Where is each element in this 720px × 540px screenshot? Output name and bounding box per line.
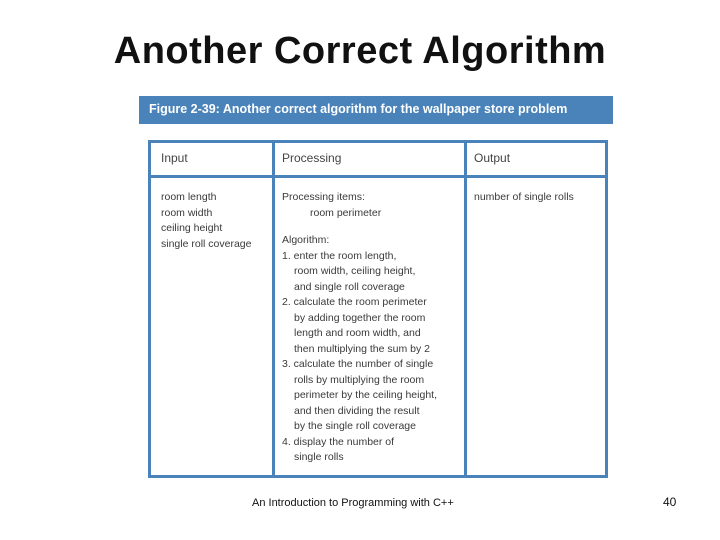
slide-footer: An Introduction to Programming with C++ [252, 497, 454, 509]
input-item: room length [161, 191, 217, 203]
processing-column [282, 190, 437, 466]
processing-item: room perimeter [310, 206, 382, 219]
input-item: single roll coverage [161, 237, 252, 250]
slide-title: Another Correct Algorithm [113, 30, 607, 72]
algorithm-step: room width, ceiling height, [294, 265, 416, 277]
page-number: 40 [663, 495, 677, 509]
header-divider [151, 175, 605, 178]
algorithm-step: perimeter by the ceiling height, [294, 389, 437, 401]
algorithm-step: and single roll coverage [294, 280, 405, 293]
algorithm-step: single rolls [294, 451, 344, 463]
algorithm-step: 4. display the number of [282, 435, 395, 448]
algorithm-step: and then dividing the result [294, 404, 420, 417]
processing-items-label: Processing items: [282, 191, 365, 203]
processing-header: Processing [282, 151, 342, 165]
ipo-table [148, 140, 608, 478]
algorithm-step: 3. calculate the number of single [282, 358, 434, 370]
algorithm-step: 2. calculate the room perimeter [282, 296, 427, 308]
algorithm-step: by adding together the room [294, 311, 426, 324]
output-item: number of single rolls [474, 191, 574, 203]
figure-caption: Figure 2-39: Another correct algorithm for the wallpaper store problem [149, 102, 568, 116]
figure-2-39 [139, 96, 613, 481]
spacer [282, 221, 437, 233]
input-column [161, 190, 251, 252]
input-item: ceiling height [161, 222, 223, 234]
column-divider-1 [272, 143, 275, 475]
algorithm-step: rolls by multiplying the room [294, 373, 425, 386]
algorithm-step: length and room width, and [294, 327, 421, 339]
output-header: Output [474, 151, 511, 165]
algorithm-step: 1. enter the room length, [282, 249, 397, 262]
figure-caption-bar [139, 96, 613, 124]
column-divider-2 [464, 143, 467, 475]
input-item: room width [161, 206, 213, 219]
output-column [474, 190, 574, 206]
input-header: Input [161, 151, 188, 165]
algorithm-label: Algorithm: [282, 234, 330, 246]
algorithm-step: by the single roll coverage [294, 420, 416, 432]
algorithm-step: then multiplying the sum by 2 [294, 342, 430, 355]
